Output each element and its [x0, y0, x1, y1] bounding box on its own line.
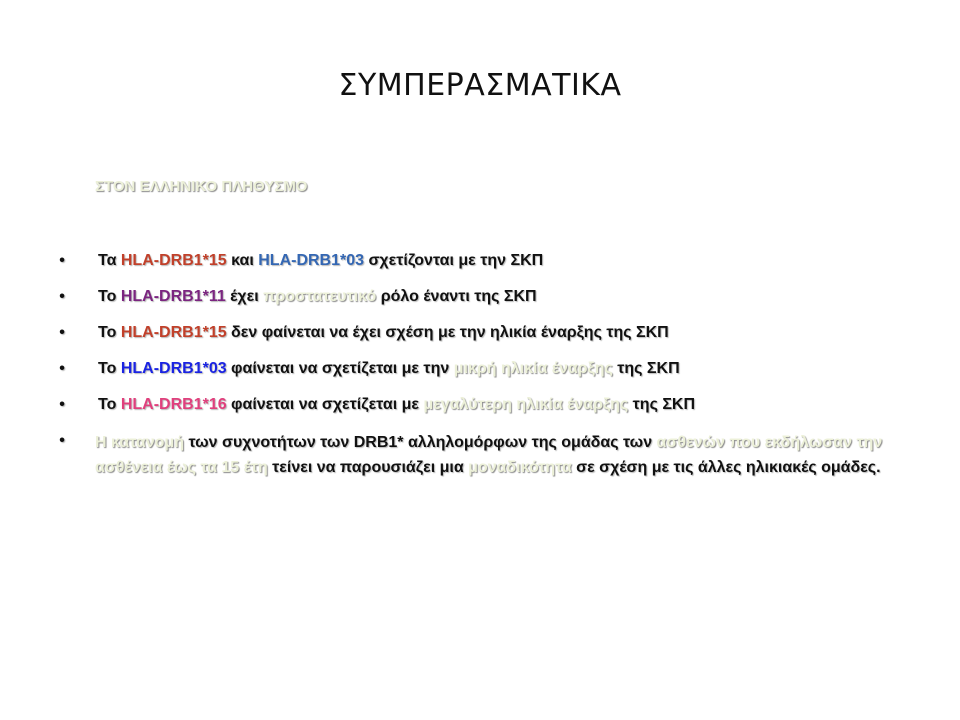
bullet-segment: δεν φαίνεται να έχει σχέση με την ηλικία έναρξης της ΣΚΠ: [226, 324, 669, 341]
bullet-segment: σε σχέση με τις άλλες ηλικιακές ομάδες.: [571, 459, 881, 476]
bullet-segment: Τα: [98, 252, 121, 269]
bullet-text: [98, 360, 680, 377]
bullet-item: [56, 358, 906, 380]
allele-label: HLA-DRB1*03: [120, 360, 227, 377]
bullet-segment: φαίνεται να σχετίζεται με: [226, 396, 424, 413]
bullet-segment: της ΣΚΠ: [628, 396, 696, 413]
bullet-segment: ρόλο έναντι της ΣΚΠ: [376, 288, 537, 305]
allele-label: HLA-DRB1*15: [120, 324, 227, 341]
bullet-text: [98, 324, 669, 341]
bullet-segment: Το: [98, 360, 121, 377]
bullet-dot-icon: •: [59, 432, 65, 449]
bullet-segment: φαίνεται να σχετίζεται με την: [226, 360, 454, 377]
bullet-item: [56, 286, 906, 308]
bullet-text: [95, 430, 906, 480]
bullet-segment: Το: [98, 324, 121, 341]
bullet-segment: και: [226, 252, 259, 269]
bullet-item: [56, 394, 906, 416]
bullet-item: [56, 430, 906, 480]
highlight-text: ασθενών που εκδήλωσαν την ασθένεια έως τα 15 έτη: [95, 434, 883, 476]
bullet-segment: των συχνοτήτων των DRB1* αλληλομόρφων της ομάδας των: [184, 434, 657, 451]
bullet-dot-icon: •: [59, 360, 65, 377]
bullet-text: [98, 288, 537, 305]
allele-label: HLA-DRB1*15: [120, 252, 227, 269]
bullet-segment: έχει: [225, 288, 264, 305]
bullet-segment: Το: [98, 288, 121, 305]
bullet-dot-icon: •: [59, 324, 65, 341]
highlight-text: Η κατανομή: [95, 434, 184, 451]
slide-subtitle: ΣΤΟΝ ΕΛΛΗΝΙΚΟ ΠΛΗΘΥΣΜΟ: [95, 178, 308, 195]
bullet-segment: τείνει να παρουσιάζει μια: [267, 459, 469, 476]
bullet-segment: σχετίζονται με την ΣΚΠ: [364, 252, 544, 269]
allele-label: HLA-DRB1*16: [120, 396, 227, 413]
highlight-text: μικρή ηλικία έναρξης: [453, 360, 613, 377]
bullet-dot-icon: •: [59, 252, 65, 269]
highlight-text: μεγαλύτερη ηλικία έναρξης: [423, 396, 629, 413]
bullet-segment: Το: [98, 396, 121, 413]
allele-label: HLA-DRB1*11: [120, 288, 226, 305]
bullet-dot-icon: •: [59, 288, 65, 305]
slide-title: ΣΥΜΠΕΡΑΣΜΑΤΙΚΑ: [338, 68, 622, 103]
bullet-text: [98, 396, 695, 413]
bullet-list: [56, 250, 906, 494]
bullet-dot-icon: •: [59, 396, 65, 413]
bullet-segment: της ΣΚΠ: [612, 360, 680, 377]
bullet-item: [56, 322, 906, 344]
bullet-item: [56, 250, 906, 272]
highlight-text: μοναδικότητα: [468, 459, 572, 476]
bullet-text: [98, 252, 543, 269]
highlight-text: προστατευτικό: [263, 288, 377, 305]
allele-label: HLA-DRB1*03: [258, 252, 365, 269]
